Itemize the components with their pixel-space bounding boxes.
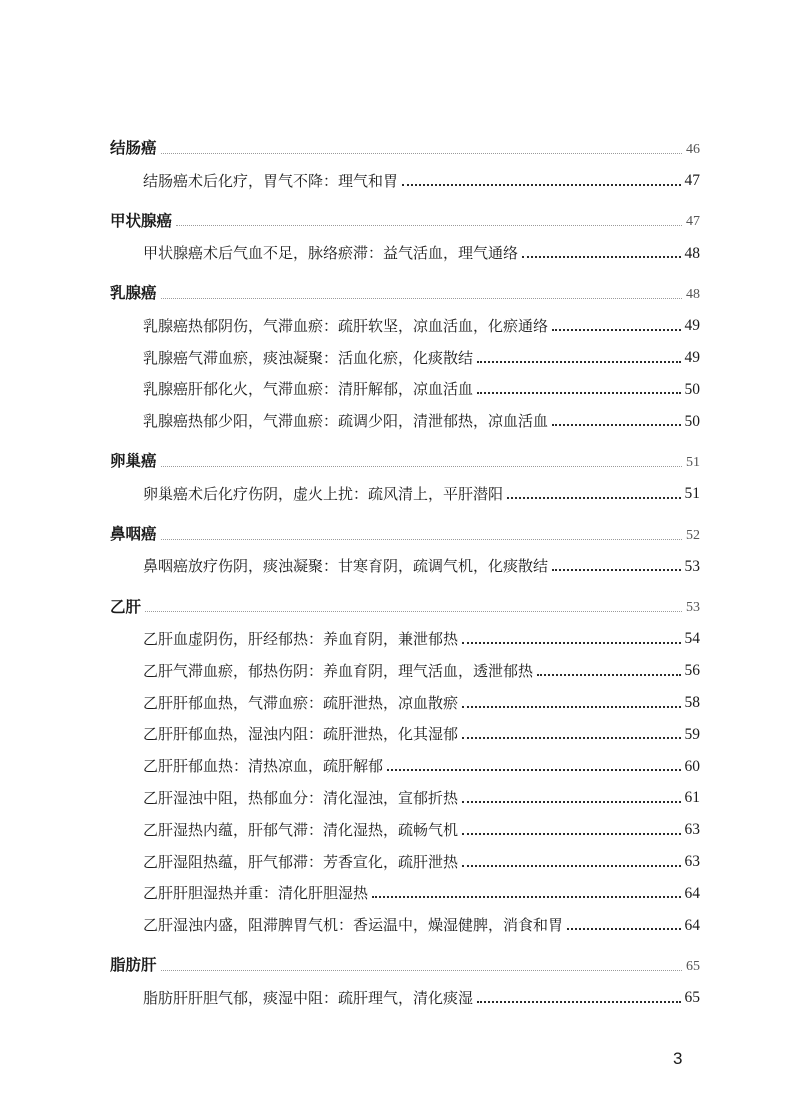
toc-entry-title: 甲状腺癌术后气血不足，脉络瘀滞：益气活血，理气通络	[143, 244, 519, 263]
toc-section	[110, 942, 700, 1006]
toc-section	[110, 198, 700, 262]
dot-leader	[462, 865, 680, 867]
toc-entry-page: 63	[684, 821, 700, 839]
toc-entry-row[interactable]	[110, 711, 700, 743]
toc-chapter-row[interactable]	[110, 511, 700, 543]
toc-chapter-page: 52	[686, 527, 700, 543]
toc-entry-page: 61	[684, 789, 700, 807]
toc-chapter-title: 甲状腺癌	[110, 211, 173, 230]
toc-entry-page: 56	[684, 662, 700, 680]
toc-section	[110, 583, 700, 933]
toc-entry-title: 乳腺癌热郁阴伤，气滞血瘀：疏肝软坚，凉血活血，化瘀通络	[143, 316, 549, 335]
dot-leader	[552, 329, 680, 331]
dot-leader	[462, 642, 680, 644]
toc-section	[110, 270, 700, 429]
toc-entry-title: 乳腺癌气滞血瘀，痰浊凝聚：活血化瘀，化痰散结	[143, 348, 474, 367]
toc-chapter-page: 51	[686, 454, 700, 470]
toc-chapter-title: 卵巢癌	[110, 452, 157, 471]
dot-leader	[372, 896, 680, 898]
toc-chapter-row[interactable]	[110, 125, 700, 157]
toc-entry-row[interactable]	[110, 901, 700, 933]
toc-section	[110, 125, 700, 189]
toc-entry-title: 乙肝肝郁血热：清热凉血，疏肝解郁	[143, 757, 384, 776]
page-number: 3	[673, 1049, 683, 1068]
toc-entry-row[interactable]	[110, 366, 700, 398]
dot-leader	[176, 225, 682, 226]
toc-entry-page: 50	[684, 412, 700, 430]
toc-entry-title: 乙肝肝郁血热，湿浊内阻：疏肝泄热，化其湿郁	[143, 725, 459, 744]
toc-entry-page: 47	[684, 172, 700, 190]
toc-chapter-row[interactable]	[110, 270, 700, 302]
toc-entry-page: 50	[684, 380, 700, 398]
toc-entry-title: 结肠癌术后化疗，胃气不降：理气和胃	[143, 171, 399, 190]
dot-leader	[552, 569, 680, 571]
toc-entry-page: 51	[684, 485, 700, 503]
toc-entry-title: 乙肝肝胆湿热并重：清化肝胆湿热	[143, 884, 369, 903]
toc-entry-title: 乳腺癌肝郁化火，气滞血瘀：清肝解郁，凉血活血	[143, 380, 474, 399]
toc-entry-row[interactable]	[110, 647, 700, 679]
toc-entry-title: 乙肝气滞血瘀，郁热伤阴：养血育阴，理气活血，透泄郁热	[143, 661, 534, 680]
dot-leader	[552, 424, 680, 426]
toc-entry-row[interactable]	[110, 470, 700, 502]
dot-leader	[161, 298, 682, 299]
toc-entry-page: 49	[684, 349, 700, 367]
toc-section	[110, 511, 700, 575]
toc-section	[110, 438, 700, 502]
toc-entry-row[interactable]	[110, 806, 700, 838]
toc-chapter-row[interactable]	[110, 583, 700, 615]
toc-chapter-title: 结肠癌	[110, 139, 157, 158]
toc-entry-title: 乙肝肝郁血热，气滞血瘀：疏肝泄热，凉血散瘀	[143, 693, 459, 712]
dot-leader	[477, 392, 680, 394]
dot-leader	[477, 1001, 680, 1003]
toc-chapter-row[interactable]	[110, 438, 700, 470]
dot-leader	[537, 674, 680, 676]
toc-entry-row[interactable]	[110, 974, 700, 1006]
dot-leader	[462, 833, 680, 835]
toc-entry-page: 64	[684, 884, 700, 902]
toc-chapter-page: 47	[686, 214, 700, 230]
toc-chapter-title: 脂肪肝	[110, 956, 157, 975]
dot-leader	[161, 970, 682, 971]
dot-leader	[161, 539, 682, 540]
toc-entry-row[interactable]	[110, 397, 700, 429]
toc-entry-row[interactable]	[110, 838, 700, 870]
toc-entry-row[interactable]	[110, 543, 700, 575]
toc-entry-row[interactable]	[110, 302, 700, 334]
toc-chapter-title: 鼻咽癌	[110, 525, 157, 544]
toc-entry-title: 卵巢癌术后化疗伤阴，虚火上扰：疏风清上，平肝潜阳	[143, 484, 504, 503]
toc-entry-page: 60	[684, 757, 700, 775]
toc-entry-page: 65	[684, 989, 700, 1007]
dot-leader	[462, 801, 680, 803]
toc-entry-title: 脂肪肝肝胆气郁，痰湿中阻：疏肝理气，清化痰湿	[143, 988, 474, 1007]
toc-entry-row[interactable]	[110, 334, 700, 366]
toc-chapter-page: 46	[686, 141, 700, 157]
toc-entry-page: 48	[684, 244, 700, 262]
dot-leader	[567, 928, 680, 930]
toc-entry-page: 59	[684, 725, 700, 743]
toc-entry-title: 乙肝湿热内蕴，肝郁气滞：清化湿热，疏畅气机	[143, 820, 459, 839]
toc-entry-row[interactable]	[110, 774, 700, 806]
dot-leader	[462, 737, 680, 739]
toc-chapter-page: 48	[686, 286, 700, 302]
toc-entry-row[interactable]	[110, 157, 700, 189]
toc-entry-row[interactable]	[110, 679, 700, 711]
toc-chapter-row[interactable]	[110, 942, 700, 974]
toc-chapter-page: 53	[686, 600, 700, 616]
dot-leader	[462, 706, 680, 708]
toc-entry-title: 乙肝湿浊内盛，阻滞脾胃气机：香运温中，燥湿健脾，消食和胃	[143, 916, 564, 935]
toc-entry-title: 乙肝湿浊中阻，热郁血分：清化湿浊，宣郁折热	[143, 788, 459, 807]
table-of-contents	[110, 125, 700, 1015]
toc-entry-page: 54	[684, 630, 700, 648]
toc-entry-row[interactable]	[110, 229, 700, 261]
toc-entry-page: 53	[684, 557, 700, 575]
toc-entry-row[interactable]	[110, 870, 700, 902]
toc-entry-page: 64	[684, 916, 700, 934]
toc-entry-title: 乙肝湿阻热蕴，肝气郁滞：芳香宣化，疏肝泄热	[143, 852, 459, 871]
dot-leader	[507, 497, 680, 499]
toc-entry-title: 乙肝血虚阴伤，肝经郁热：养血育阴，兼泄郁热	[143, 629, 459, 648]
toc-entry-page: 58	[684, 694, 700, 712]
dot-leader	[145, 611, 682, 612]
toc-entry-page: 49	[684, 317, 700, 335]
toc-chapter-row[interactable]	[110, 198, 700, 230]
toc-chapter-title: 乳腺癌	[110, 284, 157, 303]
toc-chapter-title: 乙肝	[110, 597, 142, 616]
toc-entry-row[interactable]	[110, 615, 700, 647]
dot-leader	[387, 769, 680, 771]
dot-leader	[161, 153, 682, 154]
toc-entry-title: 鼻咽癌放疗伤阴，痰浊凝聚：甘寒育阴，疏调气机，化痰散结	[143, 557, 549, 576]
toc-chapter-page: 65	[686, 958, 700, 974]
toc-entry-title: 乳腺癌热郁少阳，气滞血瘀：疏调少阳，清泄郁热，凉血活血	[143, 412, 549, 431]
dot-leader	[402, 184, 680, 186]
dot-leader	[161, 466, 682, 467]
toc-entry-page: 63	[684, 853, 700, 871]
dot-leader	[522, 256, 680, 258]
toc-entry-row[interactable]	[110, 742, 700, 774]
dot-leader	[477, 361, 680, 363]
